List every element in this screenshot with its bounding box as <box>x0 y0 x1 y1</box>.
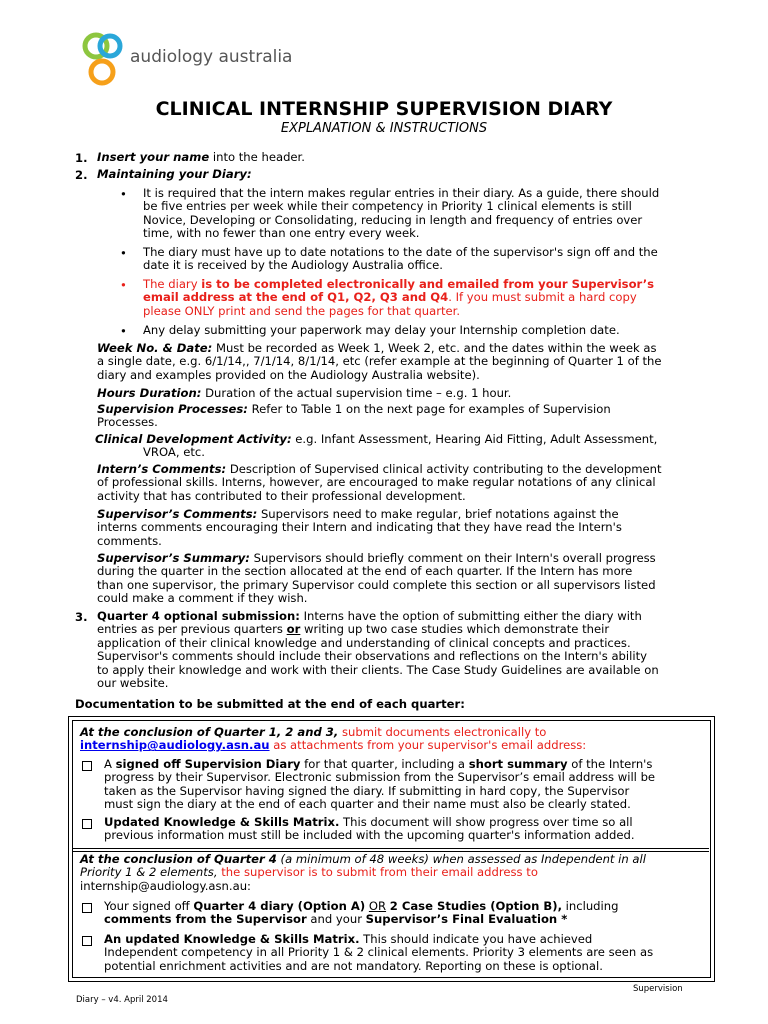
page-title: CLINICAL INTERNSHIP SUPERVISION DIARY <box>155 98 613 120</box>
box2-item-2: An updated Knowledge & Skills Matrix. This should indicate you have achieved Independent competency in all Priority 1 & 2 clinical elements. Priority 3 elements are seen as potential enrichment activities and are not mandatory. Reporting on these is optional. <box>104 932 654 973</box>
box1-item-1: A signed off Supervision Diary for that quarter, including a short summary of the Intern's progress by their Supervisor. Electronic submission from the Supervisor’s email address will be taken as the Supervisor having signed the diary. If submitting in hard copy, the Supervisor must sign the diary at the end of each quarter and their name must also be clearly stated. <box>104 757 656 812</box>
def-intern-comments: Intern’s Comments: Description of Supervised clinical activity contributing to the development of professional skills. Interns, however, are encouraged to make regular notations of any clinical activity that has contributed to their professional development. <box>97 462 662 503</box>
box2-item-1: Your signed off Quarter 4 diary (Option A) OR 2 Case Studies (Option B), including comments from the Supervisor and your Supervisor’s Final Evaluation * <box>104 899 619 927</box>
item-2-heading: Maintaining your Diary: <box>97 167 252 181</box>
checkbox[interactable] <box>82 903 92 913</box>
footer-right: Supervision <box>633 984 683 994</box>
def-cda: Clinical Development Activity: e.g. Infant Assessment, Hearing Aid Fitting, Adult Assessment, VROA, etc. <box>95 432 658 460</box>
bullet-dot: • <box>120 324 127 338</box>
def-week: Week No. & Date: Must be recorded as Week 1, Week 2, etc. and the dates within the week as a single date, e.g. 6/1/14,, 7/1/14, 8/1/14, etc (refer example at the beginning of Quarter 1 of the diary and examples provided on the Audiology Australia website). <box>97 341 662 382</box>
item-number-1: 1. <box>75 151 88 165</box>
page-subtitle: EXPLANATION & INSTRUCTIONS <box>280 121 488 136</box>
item-number-2: 2. <box>75 168 88 182</box>
footer-left: Diary – v4. April 2014 <box>76 995 168 1005</box>
bullet-2: The diary must have up to date notations to the date of the supervisor's sign off and the date it is received by the Audiology Australia office. <box>143 245 658 273</box>
documentation-heading: Documentation to be submitted at the end of each quarter: <box>75 697 465 711</box>
item-number-3: 3. <box>75 610 88 624</box>
logo-wordmark: audiology australia <box>130 47 293 67</box>
bullet-3: The diary is to be completed electronically and emailed from your Supervisor’s email address at the end of Q1, Q2, Q3 and Q4. If you must submit a hard copy please ONLY print and send the pages for that quarter. <box>143 277 655 318</box>
def-processes: Supervision Processes: Refer to Table 1 on the next page for examples of Supervision Processes. <box>97 402 611 430</box>
bullet-4: Any delay submitting your paperwork may delay your Internship completion date. <box>143 323 620 337</box>
checkbox[interactable] <box>82 761 92 771</box>
def-supervisor-summary: Supervisor’s Summary: Supervisors should briefly comment on their Intern's overall progress during the quarter in the section allocated at the end of each quarter. If the Intern has more than one supervisor, the primary Supervisor could complete this section or all supervisors listed could make a comment if they wish. <box>97 551 656 606</box>
checkbox[interactable] <box>82 819 92 829</box>
bullet-dot: • <box>120 187 127 201</box>
def-hours: Hours Duration: Duration of the actual supervision time – e.g. 1 hour. <box>97 386 512 400</box>
item-3: Quarter 4 optional submission: Interns have the option of submitting either the diary with entries as per previous quarters or writing up two case studies which demonstrate their application of their clinical knowledge and understanding of clinical concepts and practices. Supervisor's comments should include their observations and reflections on the Intern's ability to apply their knowledge and work with their clients. The Case Study Guidelines are available on our website. <box>97 609 659 691</box>
checkbox[interactable] <box>82 936 92 946</box>
audiology-australia-logo <box>80 28 128 90</box>
bullet-dot: • <box>120 246 127 260</box>
box1-intro: At the conclusion of Quarter 1, 2 and 3, submit documents electronically to internship@audiology.asn.au as attachments from your supervisor's email address: <box>80 725 587 753</box>
item-1: Insert your name into the header. <box>97 150 305 164</box>
box1-item-2: Updated Knowledge & Skills Matrix. This document will show progress over time so all previous information must still be included with the upcoming quarter's information added. <box>104 815 635 843</box>
box-divider <box>72 848 709 849</box>
internship-email-link[interactable]: internship@audiology.asn.au <box>80 738 270 753</box>
bullet-1: It is required that the intern makes regular entries in their diary. As a guide, there should be five entries per week while their competency in Priority 1 clinical elements is still Novice, Developing or Consolidating, reducing in length and frequency of entries over time, with no fewer than one entry every week. <box>143 186 660 241</box>
bullet-dot: • <box>120 278 127 292</box>
def-supervisor-comments: Supervisor’s Comments: Supervisors need to make regular, brief notations against the interns comments encouraging their Intern and indicating that they have read the Intern's comments. <box>97 507 622 548</box>
box2-intro: At the conclusion of Quarter 4 (a minimum of 48 weeks) when assessed as Independent in all Priority 1 & 2 elements, the supervisor is to submit from their email address to internship@audiology.asn.au: <box>80 852 646 893</box>
